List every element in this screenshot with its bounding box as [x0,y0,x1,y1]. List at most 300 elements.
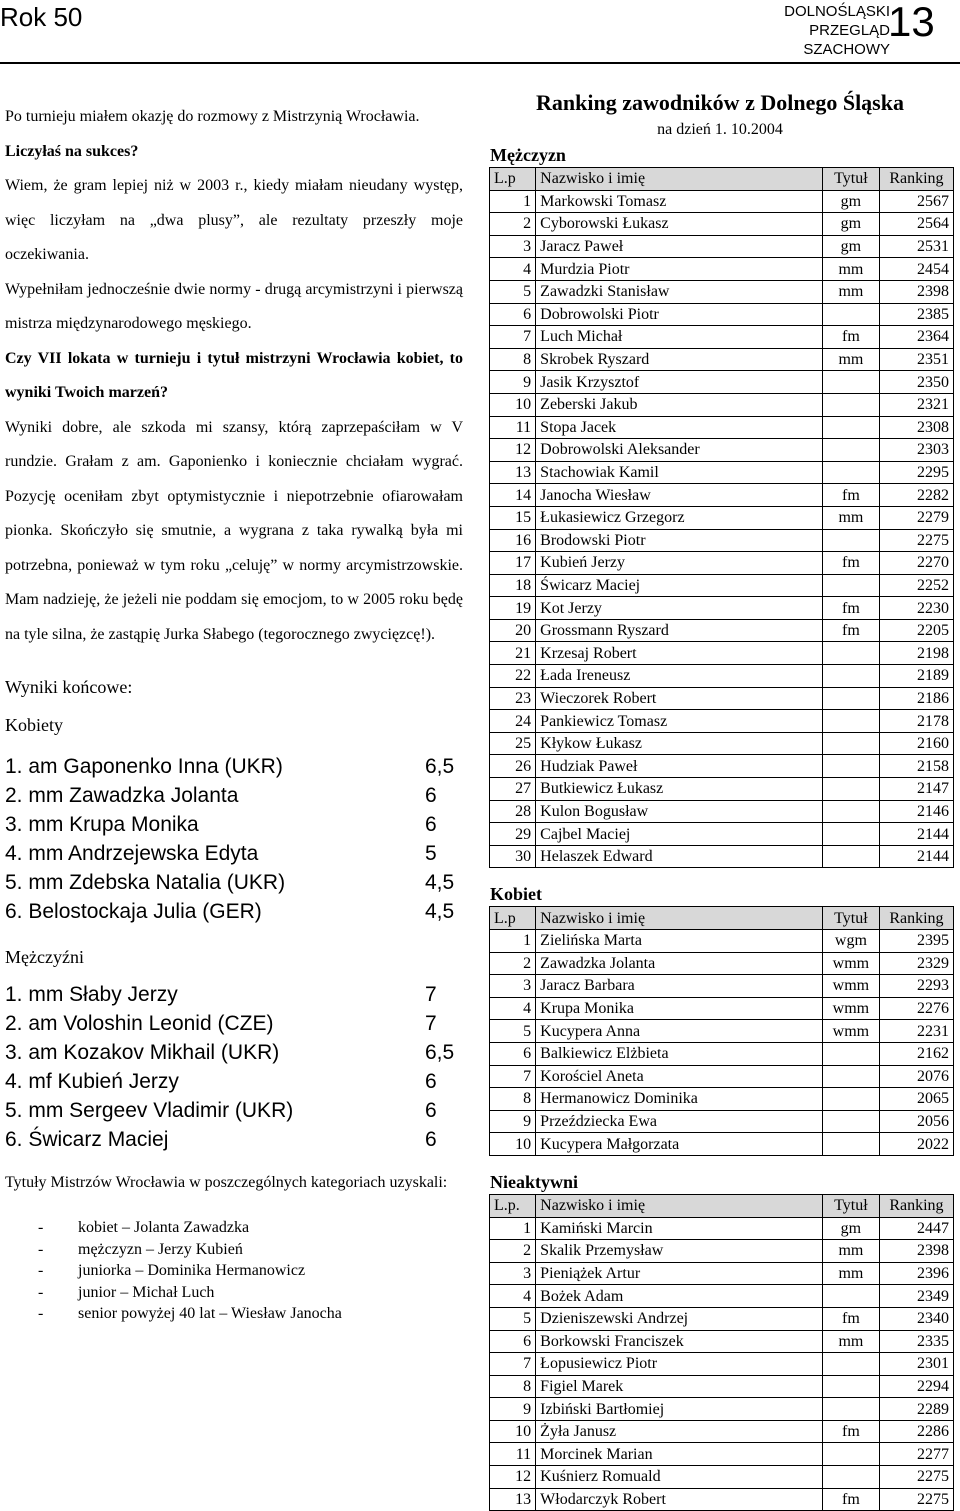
list-bullet: - [38,1219,44,1236]
player-name: Łopusiewicz Piotr [536,1353,823,1376]
result-score: 6,5 [425,1041,455,1064]
player-title [822,1133,879,1156]
table-row [490,732,954,755]
player-name: Kulon Bogusław [536,800,823,823]
result-score: 6 [425,1099,437,1122]
player-name: Kot Jerzy [536,597,823,620]
table-row [490,1443,954,1466]
rank-position: 10 [490,393,536,416]
result-row [5,868,463,897]
table-row [490,823,954,846]
result-row [5,1009,463,1038]
table-row [490,619,954,642]
player-title: wmm [822,975,879,998]
player-name: Butkiewicz Łukasz [536,778,823,801]
player-rating: 2198 [879,642,953,665]
player-title: wmm [822,952,879,975]
table-row [490,975,954,998]
player-rating: 2277 [879,1443,953,1466]
result-row [5,781,463,810]
magazine-name-line: DOLNOŚLĄSKI [784,3,890,20]
player-rating: 2205 [879,619,953,642]
player-name: Kucypera Małgorzata [536,1133,823,1156]
column-header: Tytuł [822,1194,879,1217]
player-name: Luch Michał [536,326,823,349]
table-row [490,755,954,778]
list-bullet: - [38,1305,44,1322]
rank-position: 19 [490,597,536,620]
player-title: mm [822,258,879,281]
rank-position: 9 [490,1398,536,1421]
rank-position: 22 [490,665,536,688]
rank-position: 1 [490,190,536,213]
player-title [822,710,879,733]
result-name: 4. mm Andrzejewska Edyta [5,842,259,865]
result-score: 6,5 [425,755,455,778]
player-name: Dobrowolski Aleksander [536,439,823,462]
rank-position: 28 [490,800,536,823]
player-rating: 2186 [879,687,953,710]
player-rating: 2398 [879,280,953,303]
rank-position: 6 [490,1330,536,1353]
player-name: Kłykow Łukasz [536,732,823,755]
player-rating: 2076 [879,1065,953,1088]
list-item-text: kobiet – Jolanta Zawadzka [78,1219,250,1236]
result-row [5,1067,463,1096]
ranking-title: Ranking zawodników z Dolnego Śląska [536,90,904,115]
list-bullet: - [38,1283,44,1301]
result-score: 4,5 [425,900,455,923]
ranking-table [489,906,954,1156]
result-name: 5. mm Sergeev Vladimir (UKR) [5,1099,294,1122]
table-row [490,778,954,801]
rank-position: 13 [490,1488,536,1511]
player-title [822,371,879,394]
player-rating: 2321 [879,393,953,416]
magazine-name-line: SZACHOWY [803,41,890,58]
table-row [490,506,954,529]
result-score: 4,5 [425,871,455,894]
player-title [822,800,879,823]
column-header: L.p [490,907,536,930]
result-row [5,810,463,839]
interview-text [5,100,463,652]
result-score: 5 [425,842,437,865]
table-row [490,303,954,326]
table-row [490,800,954,823]
list-bullet: - [38,1240,44,1258]
table-header-row [490,168,954,191]
column-header: Nazwisko i imię [536,168,823,191]
player-rating: 2022 [879,1133,953,1156]
player-name: Morcinek Marian [536,1443,823,1466]
interview-paragraph: Po turnieju miałem okazję do rozmowy z Mistrzynią Wrocławia. [5,108,420,125]
list-item [5,1260,463,1282]
player-name: Helaszek Edward [536,845,823,868]
result-score: 6 [425,813,437,836]
rank-position: 26 [490,755,536,778]
player-rating: 2231 [879,1020,953,1043]
player-title [822,642,879,665]
player-name: Stopa Jacek [536,416,823,439]
player-title [822,665,879,688]
column-header: Nazwisko i imię [536,907,823,930]
player-title [822,687,879,710]
rank-position: 5 [490,1307,536,1330]
result-row [5,839,463,868]
interview-paragraph: Wyniki dobre, ale szkoda mi szansy, którą zaprzepaściłam w V rundzie. Grałam z am. Gaponienko i koniecznie chciałam wygrać. Pozycję oceniłam zbyt optymistycznie i niepotrzebnie ofiarowałam pionka. Skończyło się smutnie, a wygrana z taka rywalką była mi potrzebna, ponieważ w tym roku „celuję” w normy arcymistrzowskie. Mam nadzieję, że jeżeli nie poddam się emocjom, to w 2005 roku będę na tyle silna, że zastąpię Jurka Słabego (tegorocznego zwycięzcę!). [5,418,463,643]
table-row [490,952,954,975]
player-rating: 2158 [879,755,953,778]
page-header [0,0,960,80]
table-row [490,574,954,597]
rank-position: 18 [490,574,536,597]
table-row [490,1353,954,1376]
rank-position: 9 [490,1110,536,1133]
player-title [822,1088,879,1111]
player-name: Cajbel Maciej [536,823,823,846]
column-header: Ranking [879,1194,953,1217]
player-title [822,778,879,801]
player-name: Zawadzki Stanisław [536,280,823,303]
player-rating: 2147 [879,778,953,801]
player-rating: 2329 [879,952,953,975]
table-row [490,280,954,303]
result-score: 7 [425,1012,437,1035]
table-row [490,1020,954,1043]
interview-question: Czy VII lokata w turnieju i tytuł mistrzyni Wrocławia kobiet, to wyniki Twoich marzeń? [5,349,463,401]
player-title [822,461,879,484]
player-title [822,755,879,778]
player-title [822,393,879,416]
table-row [490,213,954,236]
player-name: Grossmann Ryszard [536,619,823,642]
table-row [490,1420,954,1443]
player-title [822,1353,879,1376]
table-row [490,597,954,620]
player-rating: 2295 [879,461,953,484]
player-rating: 2144 [879,823,953,846]
interview-paragraph: Wypełniłam jednocześnie dwie normy - drugą arcymistrzyni i pierwszą mistrza międzynarodowego męskiego. [5,280,463,332]
player-title [822,1065,879,1088]
player-rating: 2252 [879,574,953,597]
list-item [5,1239,463,1261]
result-name: 6. Świcarz Maciej [5,1128,169,1151]
result-score: 6 [425,1128,437,1151]
table-row [490,529,954,552]
player-title [822,303,879,326]
player-name: Borkowski Franciszek [536,1330,823,1353]
player-name: Jasik Krzysztof [536,371,823,394]
result-name: 3. am Kozakov Mikhail (UKR) [5,1041,280,1064]
player-title: wmm [822,997,879,1020]
table-header-row [490,907,954,930]
player-rating: 2160 [879,732,953,755]
ranking-date: na dzień 1. 10.2004 [657,121,783,138]
player-rating: 2308 [879,416,953,439]
player-title: fm [822,1420,879,1443]
rank-position: 2 [490,213,536,236]
player-title [822,1285,879,1308]
results-heading: Wyniki końcowe: [5,677,133,697]
rank-position: 3 [490,1262,536,1285]
table-row [490,235,954,258]
rank-position: 5 [490,1020,536,1043]
player-rating: 2282 [879,484,953,507]
rank-position: 6 [490,303,536,326]
column-header: Tytuł [822,907,879,930]
result-name: 1. am Gaponenko Inna (UKR) [5,755,283,778]
player-rating: 2279 [879,506,953,529]
player-name: Zielińska Marta [536,930,823,953]
player-rating: 2564 [879,213,953,236]
player-rating: 2349 [879,1285,953,1308]
player-title [822,416,879,439]
player-title: fm [822,619,879,642]
player-rating: 2162 [879,1042,953,1065]
table-row [490,348,954,371]
rank-position: 1 [490,1217,536,1240]
player-name: Kucypera Anna [536,1020,823,1043]
player-name: Hudziak Paweł [536,755,823,778]
rank-position: 9 [490,371,536,394]
table-row [490,1330,954,1353]
ranking-table [489,1194,954,1511]
column-header: Ranking [879,168,953,191]
result-name: 4. mf Kubień Jerzy [5,1070,179,1093]
list-item-text: junior – Michał Luch [78,1283,215,1301]
player-title [822,529,879,552]
table-row [490,439,954,462]
list-item [5,1217,463,1239]
player-rating: 2178 [879,710,953,733]
player-name: Zawadzka Jolanta [536,952,823,975]
rank-position: 4 [490,258,536,281]
table-row [490,484,954,507]
rank-position: 2 [490,952,536,975]
table-row [490,190,954,213]
interview-paragraph: Wiem, że gram lepiej niż w 2003 r., kiedy miałam nieudany występ, więc liczyłam na „dwa plusy”, ale rezultaty przeszły moje oczekiwania. [5,177,463,263]
player-rating: 2364 [879,326,953,349]
rank-position: 11 [490,416,536,439]
player-title: gm [822,235,879,258]
table-row [490,710,954,733]
rank-position: 12 [490,439,536,462]
rank-position: 24 [490,710,536,733]
player-name: Kamiński Marcin [536,1217,823,1240]
player-title [822,439,879,462]
player-title: gm [822,190,879,213]
player-name: Balkiewicz Elżbieta [536,1042,823,1065]
rank-position: 14 [490,484,536,507]
player-name: Hermanowicz Dominika [536,1088,823,1111]
player-name: Przeździecka Ewa [536,1110,823,1133]
player-name: Pieniążek Artur [536,1262,823,1285]
table-row [490,1240,954,1263]
rank-position: 7 [490,326,536,349]
player-title [822,845,879,868]
result-score: 6 [425,784,437,807]
player-rating: 2454 [879,258,953,281]
rank-position: 4 [490,997,536,1020]
rank-position: 3 [490,235,536,258]
interview-question: Liczyłaś na sukces? [5,142,139,160]
rank-position: 25 [490,732,536,755]
player-rating: 2395 [879,930,953,953]
player-title: mm [822,1240,879,1263]
rank-position: 3 [490,975,536,998]
rank-position: 23 [490,687,536,710]
player-name: Korościel Aneta [536,1065,823,1088]
rank-position: 30 [490,845,536,868]
player-title [822,732,879,755]
table-row [490,1110,954,1133]
player-rating: 2146 [879,800,953,823]
player-title: fm [822,326,879,349]
rank-position: 8 [490,1088,536,1111]
player-title: fm [822,1488,879,1511]
titles-intro: Tytuły Mistrzów Wrocławia w poszczególnych kategoriach uzyskali: [5,1174,448,1191]
column-header: Tytuł [822,168,879,191]
result-name: 6. Belostockaja Julia (GER) [5,900,262,923]
player-name: Cyborowski Łukasz [536,213,823,236]
rank-position: 20 [490,619,536,642]
player-title [822,1443,879,1466]
page-number: 13 [888,0,935,45]
table-row [490,1217,954,1240]
rank-position: 7 [490,1353,536,1376]
player-rating: 2286 [879,1420,953,1443]
rank-position: 10 [490,1133,536,1156]
player-name: Figiel Marek [536,1375,823,1398]
men-label: Mężczyźni [5,947,84,967]
player-rating: 2294 [879,1375,953,1398]
player-name: Brodowski Piotr [536,529,823,552]
rank-position: 12 [490,1466,536,1489]
result-name: 3. mm Krupa Monika [5,813,199,836]
volume-label: Rok 50 [0,2,83,32]
rank-position: 4 [490,1285,536,1308]
magazine-name [730,2,890,59]
rank-position: 8 [490,348,536,371]
player-title [822,1466,879,1489]
result-name: 2. am Voloshin Leonid (CZE) [5,1012,274,1035]
table-row [490,1262,954,1285]
player-title: fm [822,597,879,620]
player-rating: 2301 [879,1353,953,1376]
player-name: Stachowiak Kamil [536,461,823,484]
rank-position: 13 [490,461,536,484]
rank-position: 10 [490,1420,536,1443]
list-item [5,1282,463,1304]
men-results [5,980,463,1154]
player-name: Bożek Adam [536,1285,823,1308]
player-title [822,574,879,597]
women-results [5,752,463,926]
table-row [490,1065,954,1088]
player-name: Markowski Tomasz [536,190,823,213]
player-rating: 2230 [879,597,953,620]
player-name: Skalik Przemysław [536,1240,823,1263]
header-rule [0,62,960,64]
list-item [5,1303,463,1325]
rank-position: 21 [490,642,536,665]
player-name: Jaracz Paweł [536,235,823,258]
rank-position: 17 [490,552,536,575]
table-row [490,1042,954,1065]
list-item-text: mężczyzn – Jerzy Kubień [78,1240,243,1258]
player-title [822,823,879,846]
table-row [490,371,954,394]
section-title: Mężczyzn [490,145,566,165]
rank-position: 8 [490,1375,536,1398]
player-rating: 2396 [879,1262,953,1285]
player-rating: 2340 [879,1307,953,1330]
player-rating: 2447 [879,1217,953,1240]
player-name: Żyła Janusz [536,1420,823,1443]
player-name: Dobrowolski Piotr [536,303,823,326]
rank-position: 2 [490,1240,536,1263]
table-row [490,416,954,439]
rank-position: 1 [490,930,536,953]
table-header-row [490,1194,954,1217]
player-name: Łada Ireneusz [536,665,823,688]
player-title: fm [822,484,879,507]
table-row [490,1488,954,1511]
result-score: 7 [425,983,437,1006]
player-rating: 2189 [879,665,953,688]
list-item-text: juniorka – Dominika Hermanowicz [78,1262,306,1279]
player-title [822,1398,879,1421]
table-row [490,1285,954,1308]
player-title: mm [822,1330,879,1353]
result-name: 1. mm Słaby Jerzy [5,983,178,1006]
section-title: Nieaktywni [490,1171,579,1192]
player-name: Krzesaj Robert [536,642,823,665]
player-title [822,1375,879,1398]
table-row [490,665,954,688]
player-rating: 2567 [879,190,953,213]
player-title: wmm [822,1020,879,1043]
rank-position: 11 [490,1443,536,1466]
table-row [490,930,954,953]
player-title: fm [822,1307,879,1330]
player-rating: 2275 [879,1466,953,1489]
table-row [490,642,954,665]
result-row [5,1038,463,1067]
player-rating: 2270 [879,552,953,575]
section-title: Kobiet [490,884,542,905]
ranking-sections [486,143,954,1511]
table-row [490,393,954,416]
player-name: Skrobek Ryszard [536,348,823,371]
rank-position: 15 [490,506,536,529]
player-rating: 2303 [879,439,953,462]
table-row [490,1466,954,1489]
player-name: Łukasiewicz Grzegorz [536,506,823,529]
player-name: Świcarz Maciej [536,574,823,597]
rank-position: 27 [490,778,536,801]
player-name: Dzieniszewski Andrzej [536,1307,823,1330]
player-title: gm [822,213,879,236]
result-row [5,752,463,781]
list-item-text: senior powyżej 40 lat – Wiesław Janocha [78,1305,342,1322]
list-bullet: - [38,1262,44,1279]
table-row [490,258,954,281]
table-row [490,1088,954,1111]
column-header: Ranking [879,907,953,930]
table-row [490,1375,954,1398]
